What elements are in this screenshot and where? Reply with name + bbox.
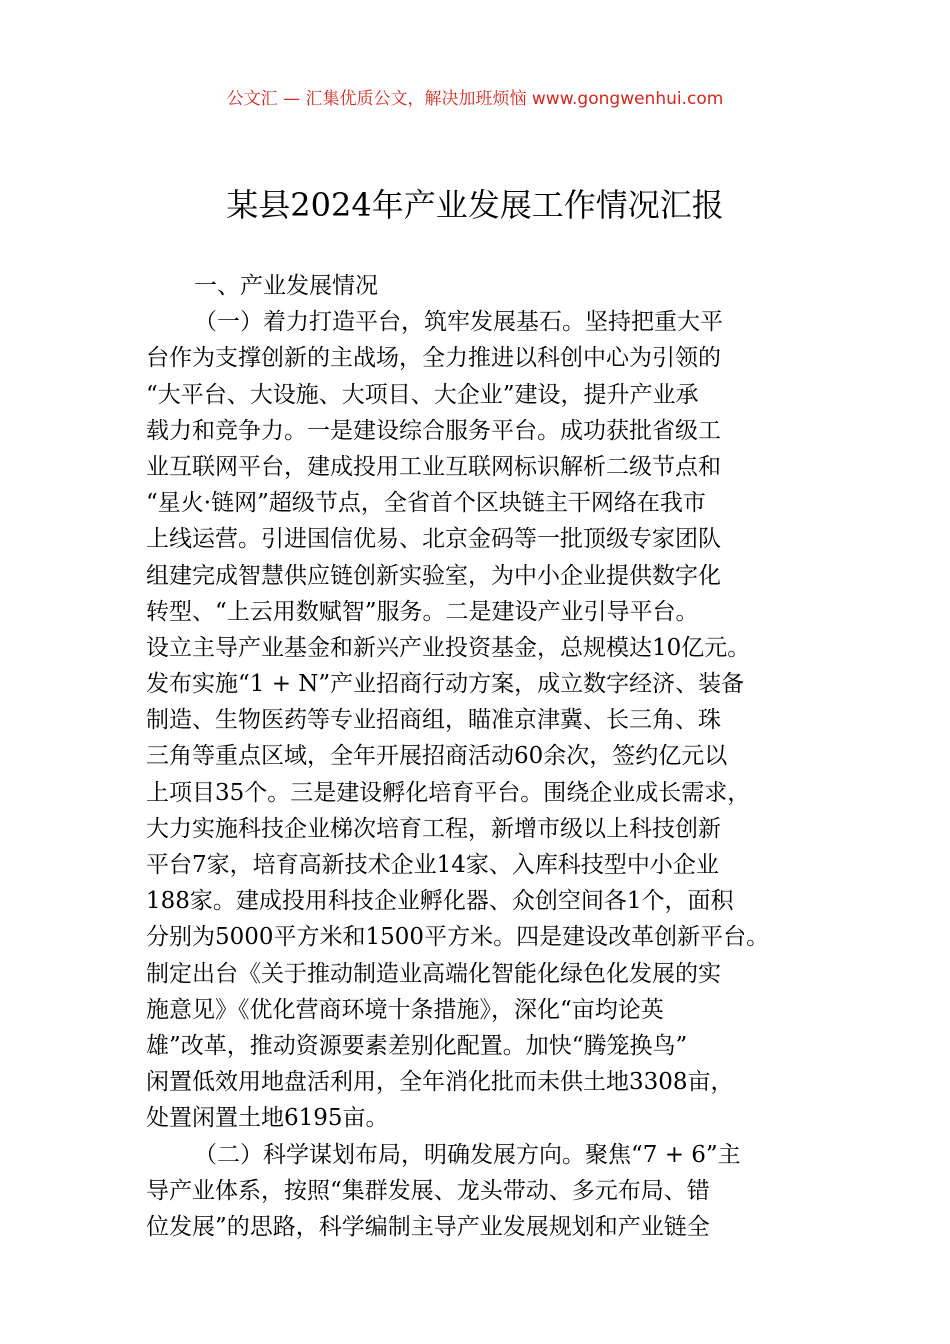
paragraph-line: 制定出台《关于推动制造业高端化智能化绿色化发展的实 (146, 960, 721, 987)
paragraph-line: 分别为5000平方米和1500平方米。四是建设改革创新平台。 (146, 924, 770, 951)
paragraph-line: 大力实施科技企业梯次培育工程，新增市级以上科技创新 (146, 815, 721, 842)
paragraph-line: 位发展”的思路，科学编制主导产业发展规划和产业链全 (146, 1213, 710, 1240)
paragraph-line: 雄”改革，推动资源要素差别化配置。加快“腾笼换鸟” (146, 1032, 688, 1059)
paragraph-line: 处置闲置土地6195亩。 (146, 1105, 389, 1132)
paragraph-line: 设立主导产业基金和新兴产业投资基金，总规模达10亿元。 (146, 634, 751, 661)
paragraph-line: 业互联网平台，建成投用工业互联网标识解析二级节点和 (146, 453, 721, 480)
paragraph-line: 发布实施“1 + N”产业招商行动方案，成立数字经济、装备 (146, 671, 745, 698)
document-body (146, 268, 810, 1245)
paragraph-line: 载力和竞争力。一是建设综合服务平台。成功获批省级工 (146, 417, 721, 444)
paragraph-line: “星火·链网”超级节点，全省首个区块链主干网络在我市 (146, 490, 706, 517)
paragraph-line: 上项目35个。三是建设孵化培育平台。围绕企业成长需求， (146, 779, 751, 806)
paragraph-line: 制造、生物医药等专业招商组，瞄准京津冀、长三角、珠 (146, 707, 721, 734)
paragraph-line: 施意见》《优化营商环境十条措施》，深化“亩均论英 (146, 996, 664, 1023)
document-title: 某县2024年产业发展工作情况汇报 (226, 186, 724, 224)
paragraph-line: 上线运营。引进国信优易、北京金码等一批顶级专家团队 (146, 526, 721, 553)
paragraph-line: 组建完成智慧供应链创新实验室，为中小企业提供数字化 (146, 562, 721, 589)
paragraph-line: （一）着力打造平台，筑牢发展基石。坚持把重大平 (194, 309, 723, 336)
paragraph-line: （二）科学谋划布局，明确发展方向。聚焦“7 + 6”主 (194, 1141, 741, 1168)
paragraph-line: 台作为支撑创新的主战场，全力推进以科创中心为引领的 (146, 345, 721, 372)
paragraph-line: 导产业体系，按照“集群发展、龙头带动、多元布局、错 (146, 1177, 710, 1204)
paragraph-line: 闲置低效用地盘活利用，全年消化批而未供土地3308亩， (146, 1069, 734, 1096)
paragraph-line: 188家。建成投用科技企业孵化器、众创空间各1个，面积 (146, 888, 734, 915)
paragraph-line: 平台7家，培育高新技术企业14家、入库科技型中小企业 (146, 852, 719, 878)
section-heading: 一、产业发展情况 (194, 273, 378, 299)
header-banner: 公文汇 — 汇集优质公文，解决加班烦恼 www.gongwenhui.com (226, 89, 724, 109)
paragraph-line: 三角等重点区域，全年开展招商活动60余次，签约亿元以 (146, 743, 728, 770)
paragraph-line: “大平台、大设施、大项目、大企业”建设，提升产业承 (146, 381, 699, 408)
paragraph-line: 转型、“上云用数赋智”服务。二是建设产业引导平台。 (146, 598, 699, 625)
